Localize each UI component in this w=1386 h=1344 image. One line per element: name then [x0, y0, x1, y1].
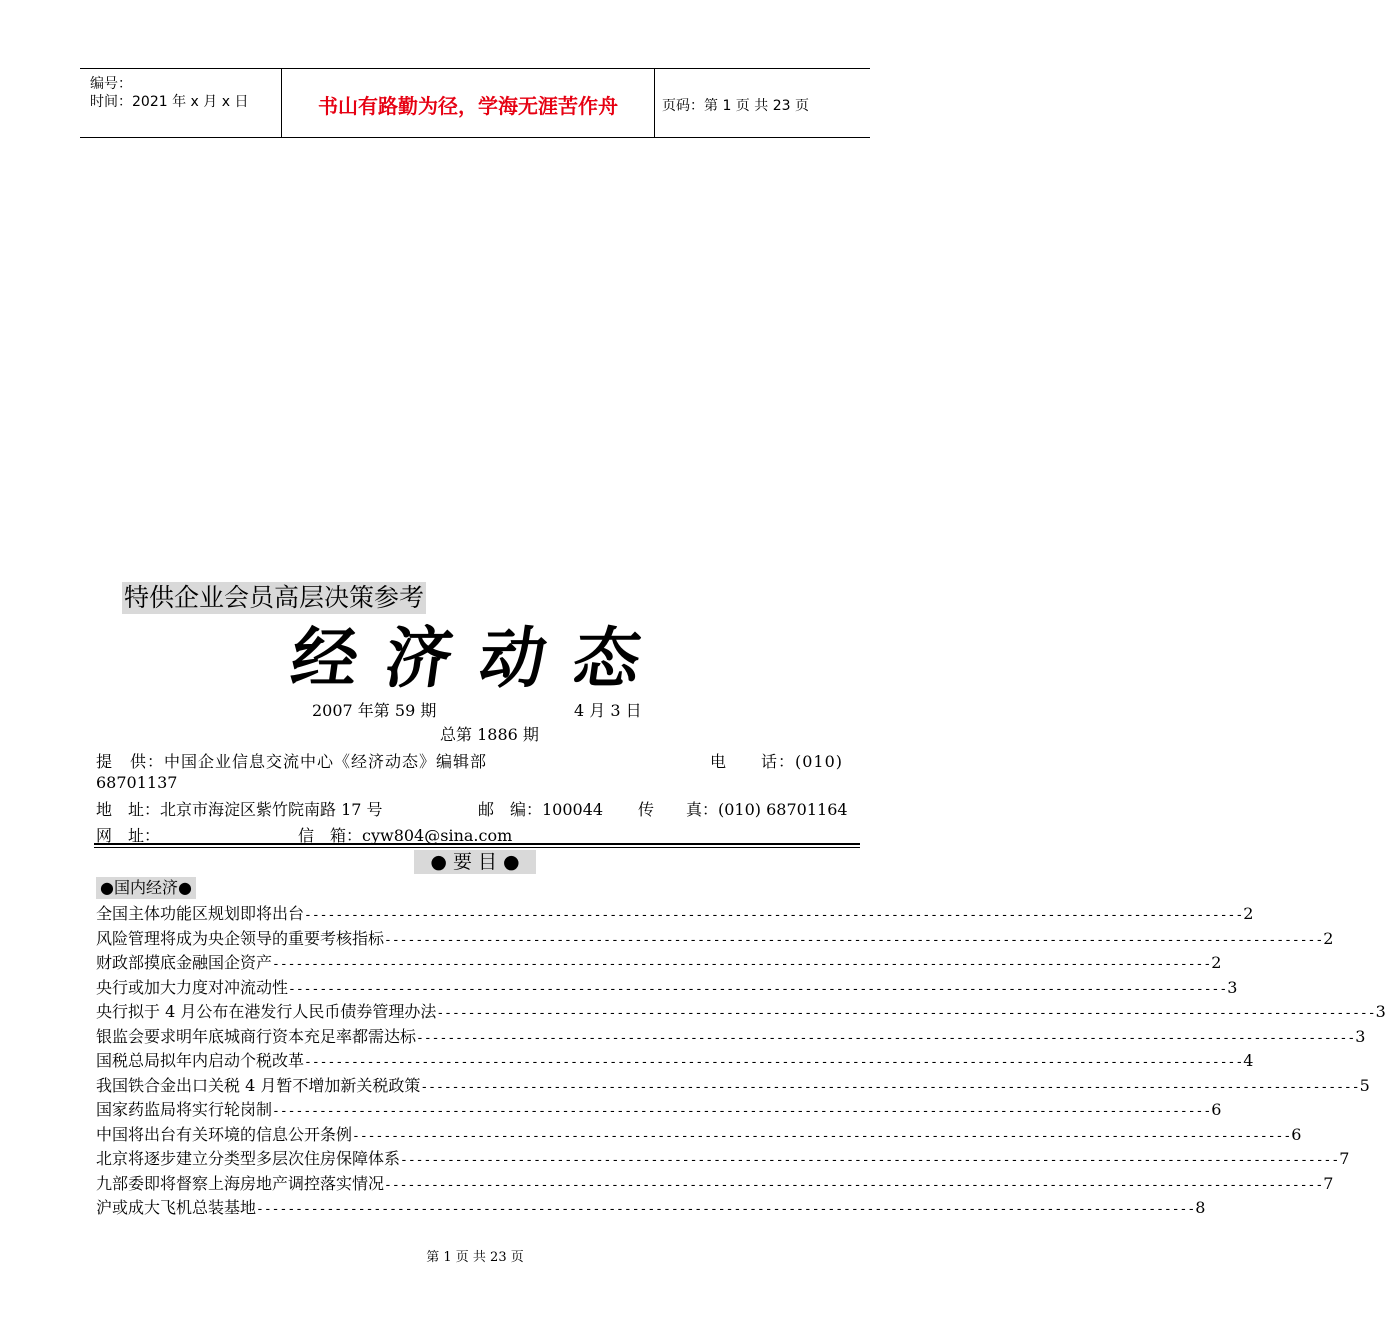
toc-item[interactable]: [96, 1171, 1334, 1196]
toc-item[interactable]: [96, 1048, 1254, 1073]
toc-item-page: 4: [1243, 1051, 1254, 1070]
toc-item-page: 6: [1291, 1124, 1302, 1144]
toc-leader: ------------------------------------------------------------------------------------------------------------------------: [436, 1006, 1376, 1021]
toc-item-title: 风险管理将成为央企领导的重要考核指标: [96, 928, 385, 948]
header-page-cell: [654, 69, 870, 137]
number-label: 编号：: [90, 76, 132, 92]
toc-leader: ------------------------------------------------------------------------------------------------------------------------: [384, 1177, 1324, 1193]
toc-heading: ● 要 目 ●: [414, 850, 536, 874]
toc-item[interactable]: [96, 901, 1254, 926]
toc-item[interactable]: [96, 1073, 1370, 1098]
time-label: 时间：2021 年 x 月 x 日: [90, 94, 249, 110]
toc-item[interactable]: [96, 1146, 1350, 1171]
motto-text: 书山有路勤为径，学海无涯苦作舟: [318, 94, 618, 118]
toc-item-page: 3: [1227, 977, 1238, 997]
toc-item-page: 6: [1211, 1100, 1222, 1119]
header-motto-cell: [281, 69, 655, 137]
divider-thin: [94, 847, 860, 848]
fax: 传 真：(010) 68701164: [638, 800, 848, 819]
mailbox: 信 箱：cyw804@sina.com: [298, 826, 513, 845]
toc-item-title: 九部委即将督察上海房地产调控落实情况: [96, 1173, 385, 1193]
website-label: 网 址：: [96, 826, 161, 845]
toc-leader: ------------------------------------------------------------------------------------------------------------------------: [420, 1079, 1360, 1095]
toc-item[interactable]: [96, 926, 1334, 951]
toc-item[interactable]: [96, 975, 1238, 1000]
toc-item-title: 财政部摸底金融国企资产: [96, 953, 273, 972]
toc-item-title: 央行或加大力度对冲流动性: [96, 977, 289, 997]
toc-item[interactable]: [96, 999, 1386, 1024]
publication-title: 经济动态: [286, 619, 674, 697]
toc-leader: ------------------------------------------------------------------------------------------------------------------------: [272, 1104, 1212, 1119]
toc-item[interactable]: [96, 1122, 1302, 1147]
toc-item-title: 中国将出台有关环境的信息公开条例: [96, 1124, 353, 1144]
toc-section-domestic: ●国内经济●: [96, 877, 196, 899]
toc-item-title: 央行拟于 4 月公布在港发行人民币债券管理办法: [96, 1002, 437, 1021]
toc-item[interactable]: [96, 950, 1222, 975]
toc-leader: ------------------------------------------------------------------------------------------------------------------------: [384, 932, 1324, 948]
toc-leader: ------------------------------------------------------------------------------------------------------------------------: [304, 908, 1244, 923]
toc-item-page: 7: [1323, 1173, 1334, 1193]
address-line: 地 址：北京市海淀区紫竹院南路 17 号: [96, 800, 383, 819]
header-meta-cell: [80, 69, 280, 137]
provider-line: 提 供：中国企业信息交流中心《经济动态》编辑部: [96, 752, 488, 771]
document-header: [80, 68, 870, 138]
toc-item-title: 北京将逐步建立分类型多层次住房保障体系: [96, 1149, 401, 1168]
toc-item-page: 7: [1339, 1149, 1350, 1168]
toc-leader: ------------------------------------------------------------------------------------------------------------------------: [256, 1202, 1196, 1217]
page-footer: 第 1 页 共 23 页: [426, 1250, 524, 1265]
total-issue: 总第 1886 期: [440, 725, 539, 744]
toc-item-title: 沪或成大飞机总装基地: [96, 1198, 257, 1217]
toc-leader: ------------------------------------------------------------------------------------------------------------------------: [352, 1128, 1292, 1144]
tel-number: 68701137: [96, 773, 178, 792]
toc-item-title: 全国主体功能区规划即将出台: [96, 904, 305, 923]
toc-leader: ------------------------------------------------------------------------------------------------------------------------: [272, 957, 1212, 972]
toc-item-page: 3: [1375, 1002, 1386, 1021]
special-label: 特供企业会员高层决策参考: [124, 583, 425, 612]
toc-leader: ------------------------------------------------------------------------------------------------------------------------: [416, 1030, 1356, 1046]
toc-item-page: 2: [1243, 904, 1254, 923]
divider-thick: [94, 843, 860, 845]
toc-leader: ------------------------------------------------------------------------------------------------------------------------: [304, 1055, 1244, 1070]
toc-item-page: 8: [1195, 1198, 1206, 1217]
toc-item-page: 3: [1355, 1026, 1366, 1046]
toc-item-page: 2: [1211, 953, 1222, 972]
toc-item-title: 国税总局拟年内启动个税改革: [96, 1051, 305, 1070]
page-info: 页码：第 1 页 共 23 页: [662, 98, 809, 114]
toc-item-title: 银监会要求明年底城商行资本充足率都需达标: [96, 1026, 417, 1046]
issue-number: 2007 年第 59 期: [312, 701, 437, 720]
table-of-contents: [96, 901, 1386, 1220]
toc-item[interactable]: [96, 1024, 1366, 1049]
toc-leader: ------------------------------------------------------------------------------------------------------------------------: [400, 1153, 1340, 1168]
toc-item-title: 国家药监局将实行轮岗制: [96, 1100, 273, 1119]
toc-item-page: 5: [1359, 1075, 1370, 1095]
issue-date: 4 月 3 日: [574, 701, 642, 720]
toc-item-title: 我国铁合金出口关税 4 月暂不增加新关税政策: [96, 1075, 421, 1095]
toc-item[interactable]: [96, 1097, 1222, 1122]
toc-item[interactable]: [96, 1195, 1206, 1220]
toc-item-page: 2: [1323, 928, 1334, 948]
toc-leader: ------------------------------------------------------------------------------------------------------------------------: [288, 981, 1228, 997]
postcode: 邮 编：100044: [478, 800, 604, 819]
tel-label: 电 话：(010): [710, 752, 844, 771]
